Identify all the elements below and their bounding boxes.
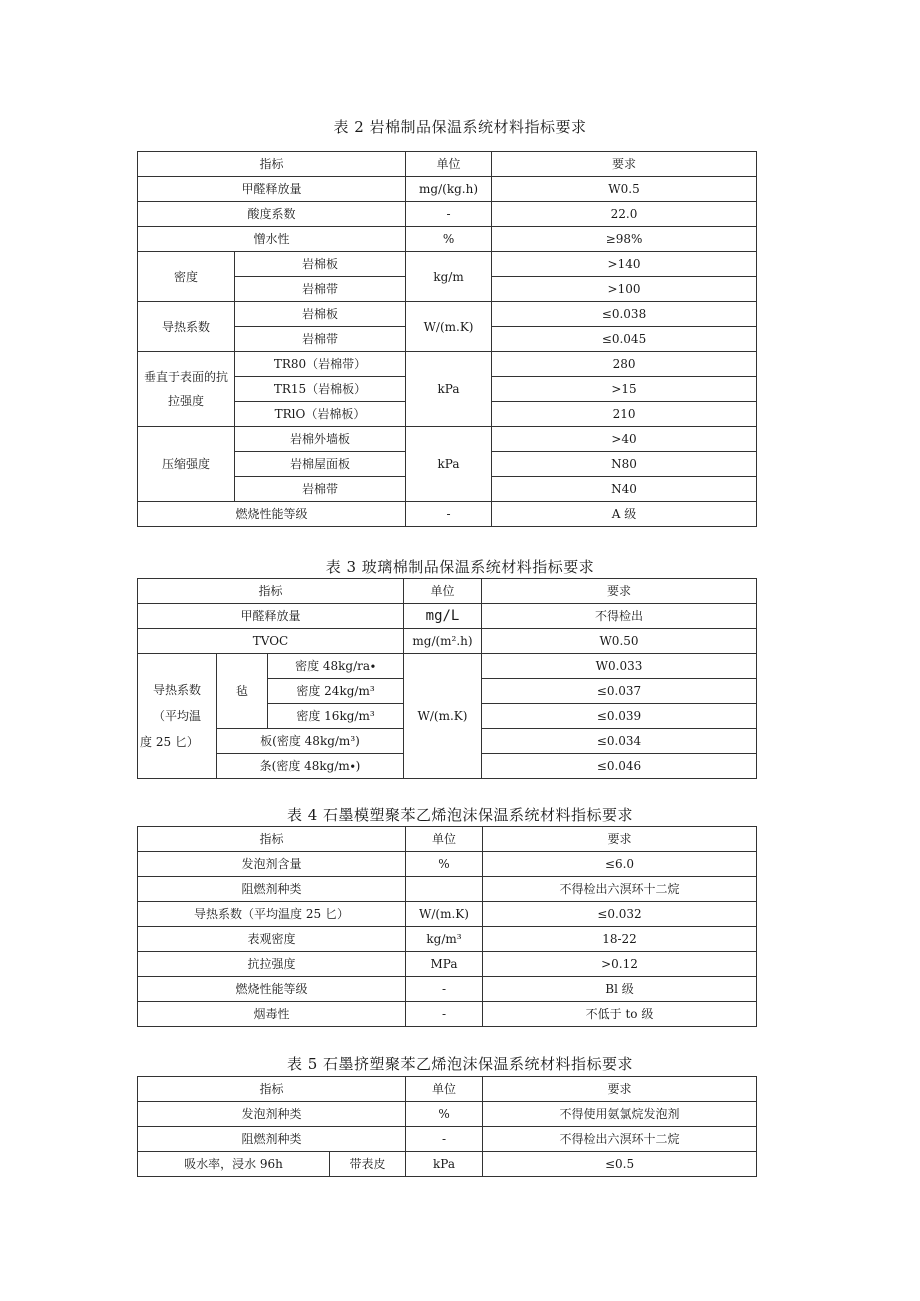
sub-name: 条(密度 48kg∕m∙) <box>217 754 404 779</box>
row-requirement: 不得检出六溟环十二烷 <box>483 877 757 902</box>
row-name: 憎水性 <box>138 227 406 252</box>
row-unit: W∕(m.K) <box>406 902 483 927</box>
row-name: 烟毒性 <box>138 1002 406 1027</box>
group-unit: kPa <box>406 352 492 427</box>
group-unit: kg/m <box>406 252 492 302</box>
header-unit: 单位 <box>406 152 492 177</box>
row-unit: % <box>406 852 483 877</box>
sub-name: TRlO（岩棉板） <box>235 402 406 427</box>
table2-caption: 表 2 岩棉制品保温系统材料指标要求 <box>333 118 587 136</box>
table-header-row <box>138 152 757 177</box>
sub-name: 岩棉带 <box>235 327 406 352</box>
table-header-row <box>138 1077 757 1102</box>
row-requirement: 280 <box>492 352 757 377</box>
table-row <box>138 177 757 202</box>
sub-name: 岩棉带 <box>235 277 406 302</box>
row-name: 发泡剂种类 <box>138 1102 406 1127</box>
table-row <box>138 1002 757 1027</box>
table-row <box>138 427 757 452</box>
row-requirement: ≤0.038 <box>492 302 757 327</box>
row-unit: - <box>406 202 492 227</box>
row-requirement: N80 <box>492 452 757 477</box>
header-requirement: 要求 <box>483 827 757 852</box>
row-requirement: 不得检出六溟环十二烷 <box>483 1127 757 1152</box>
table-row <box>138 852 757 877</box>
table4-caption: 表 4 石墨模塑聚苯乙烯泡沫保温系统材料指标要求 <box>286 806 634 824</box>
row-unit <box>406 877 483 902</box>
header-unit: 单位 <box>404 579 482 604</box>
row-name: 甲醛释放量 <box>138 604 404 629</box>
row-name: 燃烧性能等级 <box>138 502 406 527</box>
sub-name: 带表皮 <box>330 1152 406 1177</box>
sub-name: 岩棉外墙板 <box>235 427 406 452</box>
row-requirement: ≤0.037 <box>482 679 757 704</box>
row-name: 吸水率，浸水 96h <box>138 1152 330 1177</box>
row-requirement: ≤0.034 <box>482 729 757 754</box>
table-row <box>138 502 757 527</box>
header-requirement: 要求 <box>483 1077 757 1102</box>
sub-name: 密度 48kg∕ra∙ <box>268 654 404 679</box>
row-unit: kPa <box>406 1152 483 1177</box>
row-requirement: >140 <box>492 252 757 277</box>
table-row <box>138 654 757 679</box>
row-unit: kg∕m³ <box>406 927 483 952</box>
row-name: TVOC <box>138 629 404 654</box>
row-unit: mg∕(m².h) <box>404 629 482 654</box>
row-requirement: >15 <box>492 377 757 402</box>
table5 <box>137 1076 757 1177</box>
table2 <box>137 151 757 527</box>
felt-label: 毡 <box>217 654 268 729</box>
row-requirement: W0.5 <box>492 177 757 202</box>
row-requirement: N40 <box>492 477 757 502</box>
header-requirement: 要求 <box>492 152 757 177</box>
table-row <box>138 877 757 902</box>
row-requirement: Bl 级 <box>483 977 757 1002</box>
header-unit: 单位 <box>406 1077 483 1102</box>
row-requirement: ≤0.046 <box>482 754 757 779</box>
table-row <box>138 1152 757 1177</box>
row-requirement: ≤0.039 <box>482 704 757 729</box>
table-row <box>138 952 757 977</box>
sub-name: TR80（岩棉带） <box>235 352 406 377</box>
table-row <box>138 977 757 1002</box>
row-requirement: 210 <box>492 402 757 427</box>
row-unit: % <box>406 1102 483 1127</box>
row-requirement: W0.50 <box>482 629 757 654</box>
group-name: 压缩强度 <box>138 427 235 502</box>
row-name: 酸度系数 <box>138 202 406 227</box>
sub-name: 岩棉板 <box>235 302 406 327</box>
row-unit: - <box>406 1127 483 1152</box>
row-name: 燃烧性能等级 <box>138 977 406 1002</box>
row-requirement: >40 <box>492 427 757 452</box>
group-name-line: （平均温 <box>152 709 201 723</box>
table-row <box>138 604 757 629</box>
table-row <box>138 227 757 252</box>
group-unit: W∕(m.K) <box>404 654 482 779</box>
table4 <box>137 826 757 1027</box>
group-name: 导热系数 <box>138 302 235 352</box>
row-requirement: W0.033 <box>482 654 757 679</box>
sub-name: 岩棉屋面板 <box>235 452 406 477</box>
row-requirement: ≤0.5 <box>483 1152 757 1177</box>
row-unit: - <box>406 1002 483 1027</box>
group-name: 垂直于表面的抗拉强度 <box>138 352 235 427</box>
row-requirement: ≤6.0 <box>483 852 757 877</box>
table-header-row <box>138 827 757 852</box>
table-header-row <box>138 579 757 604</box>
row-name: 发泡剂含量 <box>138 852 406 877</box>
group-name <box>138 654 217 779</box>
header-requirement: 要求 <box>482 579 757 604</box>
row-requirement: >0.12 <box>483 952 757 977</box>
row-name: 甲醛释放量 <box>138 177 406 202</box>
row-requirement: 22.0 <box>492 202 757 227</box>
row-name: 导热系数（平均温度 25 匕） <box>138 902 406 927</box>
header-indicator: 指标 <box>138 152 406 177</box>
row-requirement: >100 <box>492 277 757 302</box>
group-unit: kPa <box>406 427 492 502</box>
table-row <box>138 352 757 377</box>
row-unit: MPa <box>406 952 483 977</box>
row-requirement: 不得检出 <box>482 604 757 629</box>
table3 <box>137 578 757 779</box>
sub-name: 密度 24kg∕m³ <box>268 679 404 704</box>
sub-name: 板(密度 48kg∕m³) <box>217 729 404 754</box>
table-row <box>138 202 757 227</box>
table-row <box>138 1127 757 1152</box>
sub-name: 岩棉板 <box>235 252 406 277</box>
table-row <box>138 302 757 327</box>
row-requirement: 不低于 to 级 <box>483 1002 757 1027</box>
row-unit: mg∕(kg.h) <box>406 177 492 202</box>
row-requirement: ≥98% <box>492 227 757 252</box>
table-row <box>138 1102 757 1127</box>
row-requirement: ≤0.045 <box>492 327 757 352</box>
sub-name: 岩棉带 <box>235 477 406 502</box>
group-name: 密度 <box>138 252 235 302</box>
row-unit: - <box>406 502 492 527</box>
row-name: 阻燃剂种类 <box>138 877 406 902</box>
row-requirement: 18-22 <box>483 927 757 952</box>
row-name: 阻燃剂种类 <box>138 1127 406 1152</box>
header-indicator: 指标 <box>138 1077 406 1102</box>
row-requirement: A 级 <box>492 502 757 527</box>
table-row <box>138 927 757 952</box>
table-row <box>138 252 757 277</box>
row-name: 抗拉强度 <box>138 952 406 977</box>
header-unit: 单位 <box>406 827 483 852</box>
table-row <box>138 902 757 927</box>
group-name-line: 度 25 匕） <box>140 735 199 749</box>
table5-caption: 表 5 石墨挤塑聚苯乙烯泡沫保温系统材料指标要求 <box>286 1055 634 1073</box>
group-unit: W∕(m.K) <box>406 302 492 352</box>
row-name: 表观密度 <box>138 927 406 952</box>
table3-caption: 表 3 玻璃棉制品保温系统材料指标要求 <box>325 558 595 576</box>
row-unit: % <box>406 227 492 252</box>
row-unit: mg/L <box>404 604 482 629</box>
header-indicator: 指标 <box>138 827 406 852</box>
row-requirement: ≤0.032 <box>483 902 757 927</box>
group-name-line: 导热系数 <box>152 683 201 697</box>
sub-name: TR15（岩棉板） <box>235 377 406 402</box>
header-indicator: 指标 <box>138 579 404 604</box>
table-row <box>138 629 757 654</box>
sub-name: 密度 16kg∕m³ <box>268 704 404 729</box>
row-unit: - <box>406 977 483 1002</box>
row-requirement: 不得使用氨氯烷发泡剂 <box>483 1102 757 1127</box>
